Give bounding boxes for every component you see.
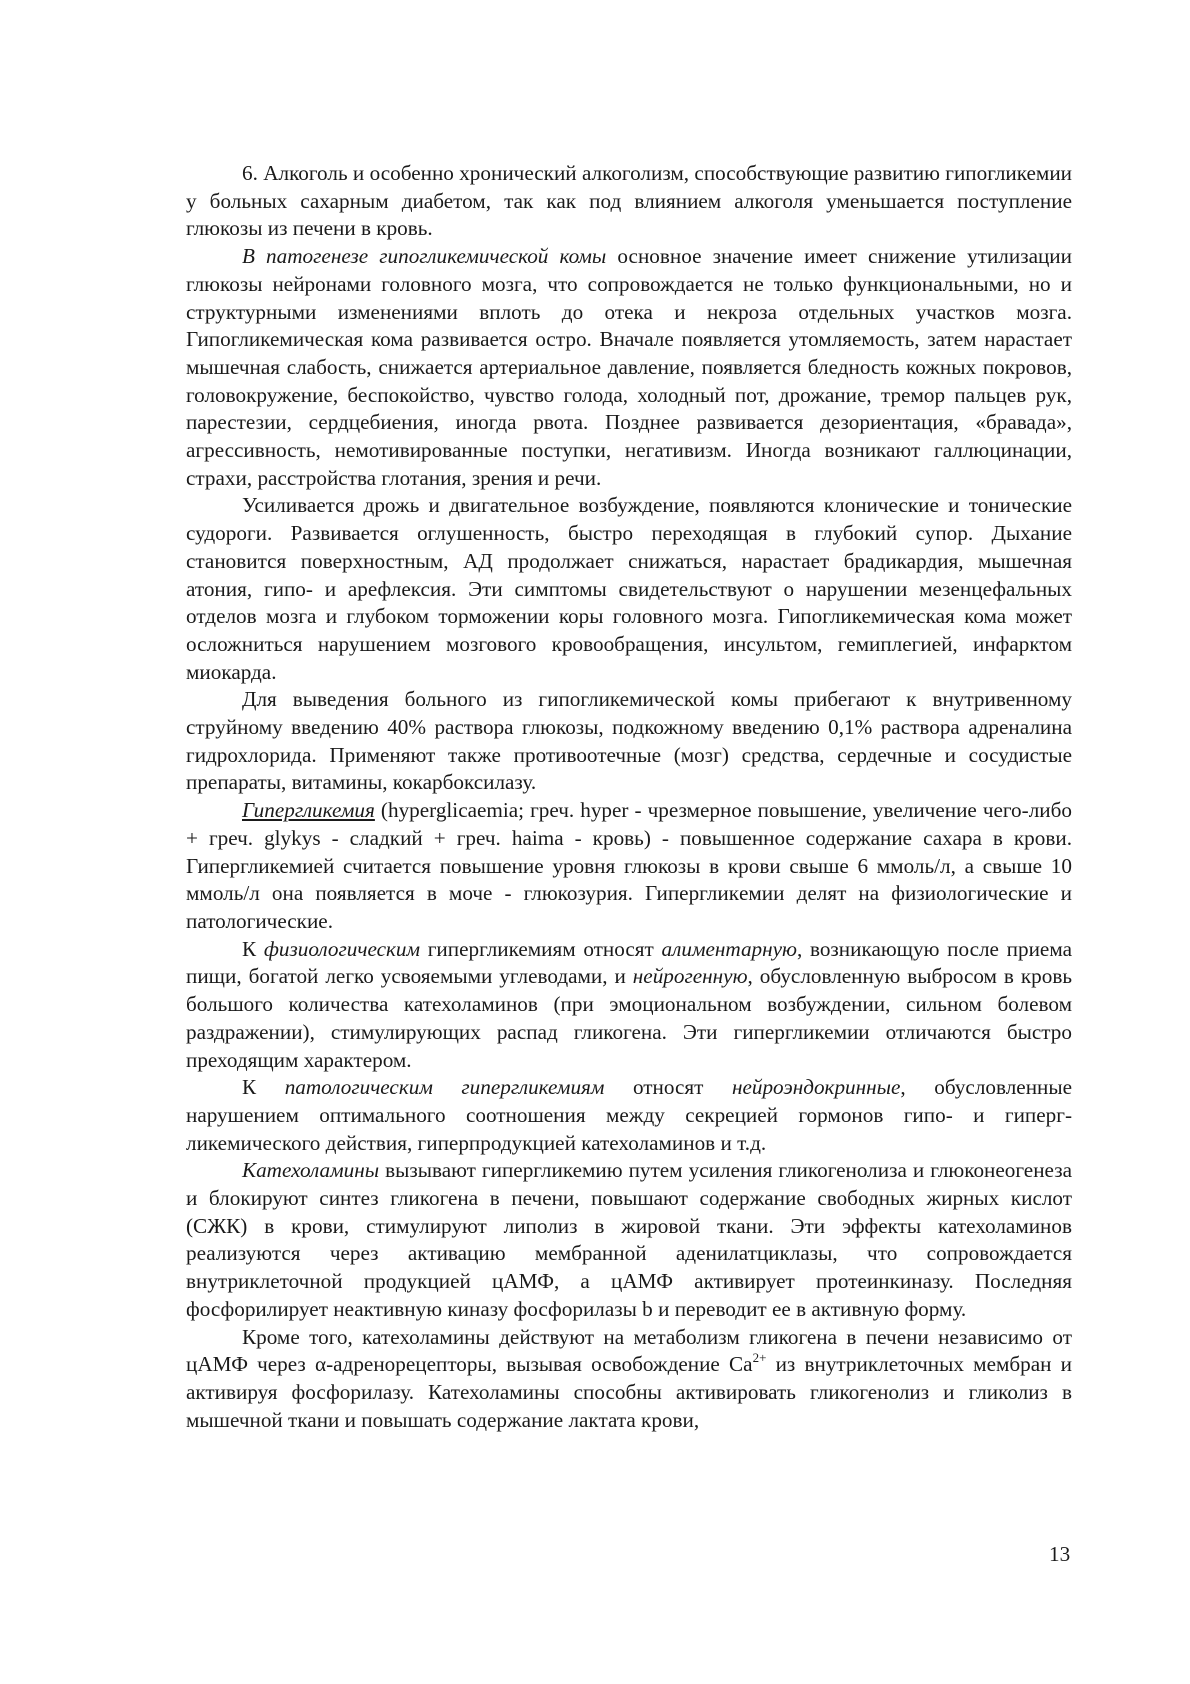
text-run: Усиливается дрожь и двигательное возбуждение, появляются клонические и тонические судороги. Развивается оглушенность, быстро переходящая в глубокий супор. Дыхание становится поверхностным, АД продолжает снижаться, нарастает брадикардия, мышечная атония, гипо- и арефлексия. Эти симптомы свидетельствуют о нарушении мезенцефальных отделов мозга и глубоком торможении коры головного мозга. Гипогликемическая кома может осложниться нарушением мозгового кровообращения, инсультом, гемиплегией, инфарктом миокарда.: [186, 493, 1072, 684]
text-run: вызывают гипергликемию путем усиления гликогенолиза и глюконеогенеза и блокируют синтез гликогена в печени, повышают содержание свободных жирных кислот (СЖК) в крови, стимулируют липолиз в жировой ткани. Эти эффекты катехоламинов реализуются через активацию мембранной аденилатциклазы, что сопровождается внутриклеточной продукцией цАМФ, а цАМФ активирует протеинкиназу. Последняя фосфорилирует неактивную киназу фосфорилазы b и переводит ее в активную форму.: [186, 1158, 1072, 1321]
text-run: К: [242, 1075, 285, 1100]
text-run: , обусловленную выбросом в кровь большого количества катехоламинов (при эмоциональном возбуждении, сильном болевом раздражении), стимулирующих распад гликогена. Эти гипергликемии отличаются быстро преходящим характером.: [186, 964, 1073, 1072]
italic-term: Гипергликемия: [242, 798, 375, 823]
text-run: Для выведения больного из гипогликемической комы прибегают к внутривенному струйному введению 40% раствора глюкозы, подкожному введению 0,1% раствора адреналина гидрохлорида. Применяют также противоотечные (мозг) средства, сердечные и сосудистые препараты, витамины, кокарбоксилазу.: [186, 687, 1072, 795]
text-run: основное значение имеет снижение утилизации глюкозы нейронами головного мозга, что сопровождается не только функциональными, но и структурными изменениями вплоть до отека и некроза отдельных участков мозга. Гипогликемическая кома развивается остро. Вначале появляется утомляемость, затем нарастает мышечная слабость, снижается артериальное давление, появляется бледность кожных покровов, головокружение, беспокойство, чувство голода, холодный пот, дрожание, тремор пальцев рук, парестезии, сердцебиения, иногда рвота. Позднее развивается дезориентация, «бравада», агрессивность, немотивированные поступки, негативизм. Иногда возникают галлюцинации, страхи, расстройства глотания, зрения и речи.: [186, 244, 1072, 490]
paragraph: [186, 1074, 1072, 1157]
text-run: относят: [604, 1075, 732, 1100]
italic-term: В патогенезе гипогликемической комы: [242, 244, 607, 269]
italic-term: патологическим гипергликемиям: [284, 1075, 605, 1100]
text-run: из внутриклеточных мембран и активируя фосфорилазу. Катехоламины способны активировать гликогенолиз и гликолиз в мышечной ткани и повышать содержание лактата крови,: [186, 1352, 1073, 1432]
text-run: , обусловленные нарушением оптимального соотношения между секрецией гормонов гипо- и гипергликемического действия, гиперпродукцией катехоламинов и т.д.: [186, 1075, 1073, 1155]
text-run: 6. Алкоголь и особенно хронический алкоголизм, способствующие развитию гипогликемии у больных сахарным диабетом, так как под влиянием алкоголя уменьшается поступление глюкозы из печени в кровь.: [186, 161, 1072, 241]
paragraph: [186, 797, 1072, 936]
italic-term: алиментарную: [661, 936, 797, 961]
text-run: Кроме того, катехоламины действуют на метаболизм гликогена в печени независимо от цАМФ через α-адренорецепторы, вызывая освобождение Ca: [186, 1324, 1072, 1377]
text-run: (hyperglicaemia; греч. hyper - чрезмерное повышение, увеличение чего-либо + греч. glykys - сладкий + греч. haima - кровь) - повышенное содержание сахара в крови. Гипергликемией считается повышение уровня глюкозы в крови свыше 6 ммоль/л, а свыше 10 ммоль/л она появляется в моче - глюкозурия. Гипергликeмии делят на физиологические и патологические.: [186, 798, 1072, 933]
paragraph: [186, 1157, 1072, 1323]
paragraph: [186, 160, 1072, 243]
paragraph: [186, 686, 1072, 797]
paragraph: [186, 243, 1072, 492]
paragraph: [186, 1324, 1072, 1435]
italic-term: нейрогенную: [632, 964, 748, 989]
document-body: [186, 160, 1072, 1434]
paragraph: [186, 492, 1072, 686]
italic-term: нейроэндокринные: [731, 1075, 901, 1100]
text-run: К: [242, 936, 264, 961]
text-run: гипергликемиям относят: [420, 936, 662, 961]
text-run: , возникающую после приема пищи, богатой легко усвояемыми углеводами, и: [186, 936, 1072, 989]
superscript: 2+: [752, 1350, 767, 1366]
page-number: 13: [1049, 1542, 1071, 1566]
paragraph: [186, 936, 1072, 1075]
italic-term: Катехоламины: [242, 1158, 380, 1183]
italic-term: физиологическим: [263, 936, 421, 961]
